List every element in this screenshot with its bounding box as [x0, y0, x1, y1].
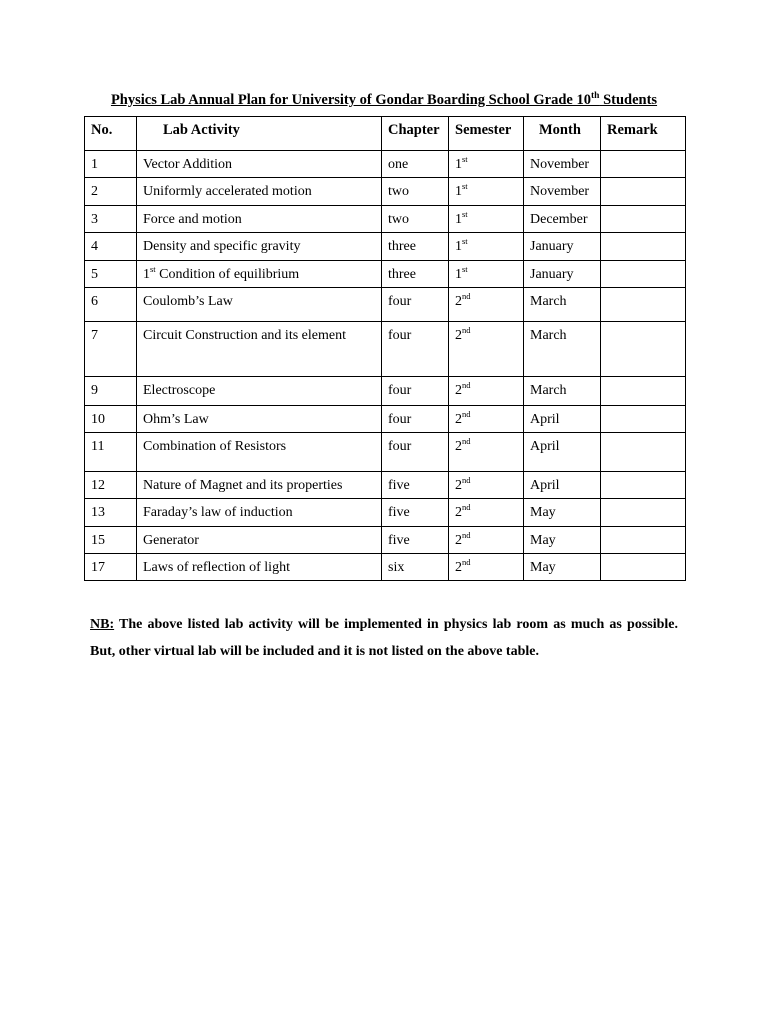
cell-lab-activity [137, 527, 382, 554]
cell-lab-activity [137, 377, 382, 406]
cell-no: 1 [85, 151, 137, 178]
cell-semester [449, 499, 524, 527]
cell-chapter: two [382, 206, 449, 233]
cell-no: 3 [85, 206, 137, 233]
lab-plan-table [84, 116, 686, 581]
table-row [85, 554, 686, 581]
cell-remark [601, 554, 686, 581]
title-superscript: th [590, 91, 600, 101]
cell-no: 13 [85, 499, 137, 527]
cell-no: 11 [85, 433, 137, 472]
cell-semester [449, 288, 524, 322]
cell-remark [601, 499, 686, 527]
activity-text: Faraday’s law of induction [143, 505, 293, 520]
cell-remark [601, 151, 686, 178]
cell-lab-activity [137, 261, 382, 288]
cell-semester [449, 206, 524, 233]
cell-lab-activity [137, 233, 382, 261]
cell-month: April [524, 406, 601, 433]
cell-chapter: two [382, 178, 449, 206]
cell-lab-activity [137, 554, 382, 581]
semester-suffix: nd [462, 436, 471, 446]
semester-suffix: st [462, 236, 468, 246]
cell-lab-activity [137, 206, 382, 233]
header-month: Month [524, 117, 601, 151]
cell-semester [449, 178, 524, 206]
semester-number: 2 [455, 533, 462, 548]
semester-number: 2 [455, 294, 462, 309]
table-row [85, 178, 686, 206]
cell-no: 17 [85, 554, 137, 581]
semester-number: 2 [455, 439, 462, 454]
cell-semester [449, 151, 524, 178]
cell-semester [449, 433, 524, 472]
cell-lab-activity [137, 406, 382, 433]
table-row [85, 233, 686, 261]
cell-month: January [524, 261, 601, 288]
title-suffix: Students [599, 92, 658, 108]
cell-lab-activity [137, 151, 382, 178]
cell-remark [601, 406, 686, 433]
activity-text: Laws of reflection of light [143, 560, 290, 575]
cell-semester [449, 406, 524, 433]
cell-lab-activity [137, 472, 382, 499]
cell-remark [601, 527, 686, 554]
semester-suffix: nd [462, 380, 471, 390]
cell-remark [601, 322, 686, 377]
cell-month: April [524, 433, 601, 472]
cell-remark [601, 433, 686, 472]
note-paragraph [90, 611, 678, 665]
activity-text: Force and motion [143, 212, 242, 227]
cell-semester [449, 233, 524, 261]
table-row [85, 433, 686, 472]
semester-number: 1 [455, 157, 462, 172]
activity-text: Generator [143, 533, 199, 548]
cell-month: March [524, 322, 601, 377]
semester-suffix: st [462, 209, 468, 219]
semester-suffix: nd [462, 557, 471, 567]
cell-month: March [524, 288, 601, 322]
table-header-row [85, 117, 686, 151]
cell-month: December [524, 206, 601, 233]
cell-semester [449, 261, 524, 288]
activity-text: Coulomb’s Law [143, 294, 233, 309]
cell-no: 15 [85, 527, 137, 554]
cell-remark [601, 261, 686, 288]
cell-semester [449, 554, 524, 581]
cell-lab-activity [137, 499, 382, 527]
semester-number: 2 [455, 478, 462, 493]
table-row [85, 322, 686, 377]
cell-chapter: four [382, 322, 449, 377]
activity-text: Condition of equilibrium [155, 267, 300, 282]
note-text: The above listed lab activity will be implemented in physics lab room as much as possible. But, other virtual lab will be included and it is not listed on the above table. [90, 617, 678, 659]
cell-chapter: four [382, 288, 449, 322]
document-title [84, 92, 684, 109]
cell-month: April [524, 472, 601, 499]
semester-number: 1 [455, 184, 462, 199]
semester-number: 2 [455, 328, 462, 343]
table-row [85, 206, 686, 233]
cell-no: 10 [85, 406, 137, 433]
table-row [85, 499, 686, 527]
cell-month: May [524, 527, 601, 554]
header-no: No. [85, 117, 137, 151]
semester-suffix: st [462, 154, 468, 164]
table-row [85, 527, 686, 554]
cell-no: 6 [85, 288, 137, 322]
cell-chapter: one [382, 151, 449, 178]
semester-number: 1 [455, 239, 462, 254]
semester-suffix: nd [462, 291, 471, 301]
cell-remark [601, 472, 686, 499]
cell-semester [449, 527, 524, 554]
cell-no: 9 [85, 377, 137, 406]
cell-chapter: four [382, 406, 449, 433]
semester-number: 2 [455, 560, 462, 575]
cell-remark [601, 233, 686, 261]
semester-suffix: nd [462, 325, 471, 335]
activity-text: Combination of Resistors [143, 439, 287, 454]
cell-lab-activity [137, 322, 382, 377]
cell-chapter: four [382, 433, 449, 472]
table-row [85, 472, 686, 499]
title-prefix: Physics Lab Annual Plan for University of Gondar Boarding School Grade 10 [110, 92, 591, 108]
semester-number: 1 [455, 267, 462, 282]
table-row [85, 261, 686, 288]
activity-ordinal-number: 1 [143, 267, 150, 282]
semester-suffix: st [462, 264, 468, 274]
activity-text: Nature of Magnet and its properties [143, 478, 343, 493]
cell-remark [601, 206, 686, 233]
activity-text: Uniformly accelerated motion [143, 184, 312, 199]
cell-no: 5 [85, 261, 137, 288]
semester-number: 2 [455, 412, 462, 427]
header-chapter: Chapter [382, 117, 449, 151]
cell-semester [449, 322, 524, 377]
activity-text: Ohm’s Law [143, 412, 209, 427]
cell-semester [449, 377, 524, 406]
cell-lab-activity [137, 288, 382, 322]
activity-ordinal-suffix: st [150, 264, 156, 274]
cell-chapter: five [382, 472, 449, 499]
cell-remark [601, 377, 686, 406]
semester-number: 2 [455, 383, 462, 398]
cell-chapter: six [382, 554, 449, 581]
activity-text: Density and specific gravity [143, 239, 301, 254]
activity-text: Electroscope [143, 383, 216, 398]
note-label: NB: [90, 617, 115, 632]
header-lab-activity: Lab Activity [137, 117, 382, 151]
activity-text: Circuit Construction and its element [143, 328, 346, 343]
semester-number: 2 [455, 505, 462, 520]
table-row [85, 406, 686, 433]
cell-semester [449, 472, 524, 499]
cell-chapter: three [382, 233, 449, 261]
table-body [85, 151, 686, 581]
cell-no: 7 [85, 322, 137, 377]
table-row [85, 377, 686, 406]
cell-month: May [524, 499, 601, 527]
cell-month: March [524, 377, 601, 406]
semester-suffix: nd [462, 502, 471, 512]
semester-suffix: nd [462, 530, 471, 540]
table-row [85, 151, 686, 178]
cell-no: 12 [85, 472, 137, 499]
cell-no: 2 [85, 178, 137, 206]
table-row [85, 288, 686, 322]
cell-no: 4 [85, 233, 137, 261]
cell-month: November [524, 151, 601, 178]
cell-remark [601, 288, 686, 322]
cell-month: January [524, 233, 601, 261]
header-remark: Remark [601, 117, 686, 151]
cell-chapter: five [382, 499, 449, 527]
semester-suffix: nd [462, 409, 471, 419]
cell-remark [601, 178, 686, 206]
cell-lab-activity [137, 178, 382, 206]
semester-number: 1 [455, 212, 462, 227]
semester-suffix: st [462, 181, 468, 191]
semester-suffix: nd [462, 475, 471, 485]
cell-chapter: three [382, 261, 449, 288]
activity-text: Vector Addition [143, 157, 233, 172]
cell-month: November [524, 178, 601, 206]
header-semester: Semester [449, 117, 524, 151]
cell-chapter: four [382, 377, 449, 406]
cell-month: May [524, 554, 601, 581]
cell-chapter: five [382, 527, 449, 554]
cell-lab-activity [137, 433, 382, 472]
